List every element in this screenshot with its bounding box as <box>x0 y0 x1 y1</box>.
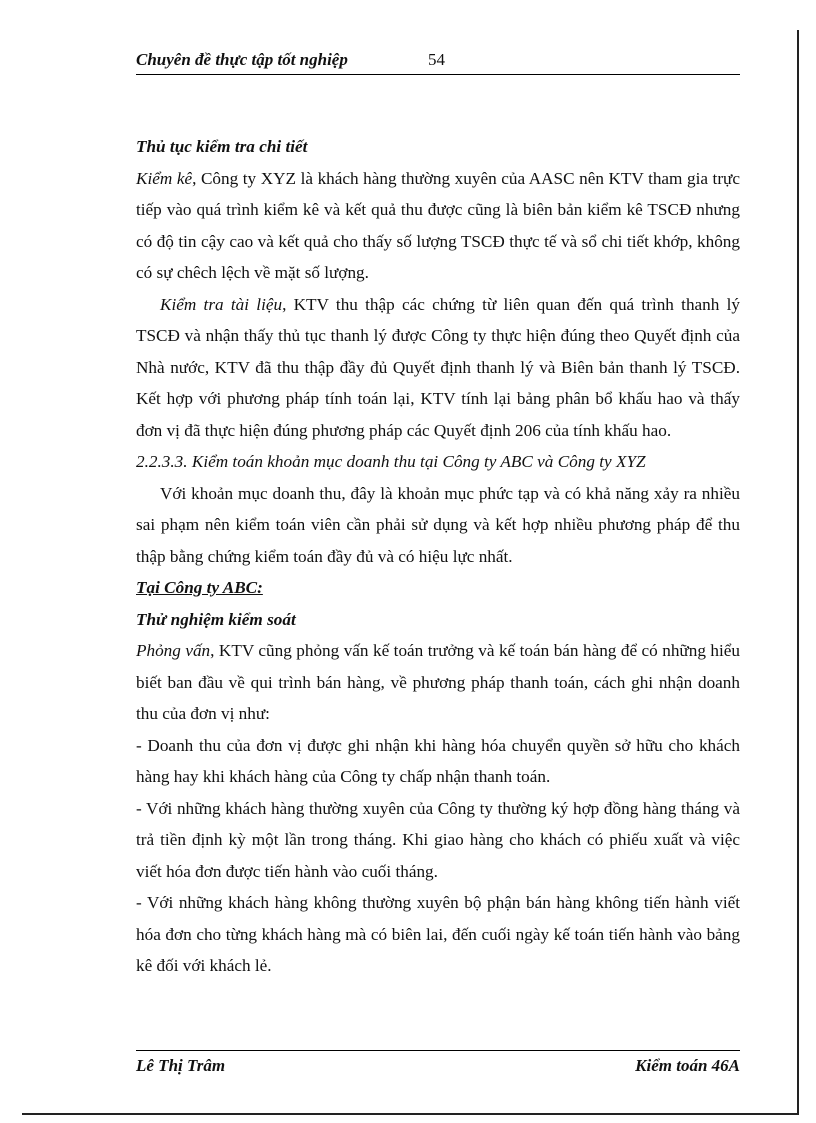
header-title: Chuyên đề thực tập tốt nghiệp <box>136 50 348 69</box>
document-check-lead: Kiểm tra tài liệu <box>160 294 283 314</box>
bullet-item: - Doanh thu của đơn vị được ghi nhận khi hàng hóa chuyển quyền sở hữu cho khách hàng hay khi khách hàng của Công ty chấp nhận thanh toán. <box>136 735 740 786</box>
page-footer <box>136 1050 740 1081</box>
bullet-item: - Với những khách hàng thường xuyên của Công ty thường ký hợp đồng hàng tháng và trả tiền định kỳ một lần trong tháng. Khi giao hàng cho khách có phiếu xuất và việc viết hóa đơn được tiến hành vào cuối tháng. <box>136 798 740 881</box>
bullet-item: - Với những khách hàng không thường xuyên bộ phận bán hàng không tiến hành viết hóa đơn cho từng khách hàng mà có biên lai, đến cuối ngày kế toán tiến hành vào bảng kê đối với khách lẻ. <box>136 893 740 975</box>
paragraph-document-check <box>136 289 740 447</box>
page-content <box>136 131 740 982</box>
page-header <box>136 48 740 75</box>
paragraph-inventory <box>136 163 740 289</box>
heading-company-abc: Tại Công ty ABC: <box>136 578 263 597</box>
inventory-lead: Kiểm kê <box>136 168 193 188</box>
inventory-text: , Công ty XYZ là khách hàng thường xuyên của AASC nên KTV tham gia trực tiếp vào quá trình kiểm kê và kết quả thu được cũng là biên bản kiểm kê TSCĐ nhưng có độ tin cậy cao và kết quả cho thấy số lượng TSCĐ thực tế và sổ chi tiết khớp, không có sự chêch lệch về mặt số lượng. <box>136 168 740 282</box>
paragraph-interview <box>136 635 740 730</box>
paragraph-revenue: Với khoản mục doanh thu, đây là khoản mục phức tạp và có khả năng xảy ra nhiều sai phạm nên kiểm toán viên cần phải sử dụng và kết hợp nhiều phương pháp để thu thập bằng chứng kiểm toán đầy đủ và có hiệu lực nhất. <box>136 483 740 566</box>
page-border-bottom <box>22 1113 799 1115</box>
interview-text: , KTV cũng phỏng vấn kế toán trưởng và kế toán bán hàng để có những hiểu biết ban đầu về qui trình bán hàng, về phương pháp thanh toán, cách ghi nhận doanh thu của đơn vị như: <box>136 641 740 723</box>
footer-class: Kiểm toán 46A <box>635 1056 740 1075</box>
page-border-right <box>797 30 799 1115</box>
heading-control-test: Thử nghiệm kiểm soát <box>136 609 296 629</box>
section-heading: 2.2.3.3. Kiểm toán khoản mục doanh thu tại Công ty ABC và Công ty XYZ <box>136 452 646 471</box>
footer-author: Lê Thị Trâm <box>136 1056 226 1075</box>
interview-lead: Phỏng vấn <box>136 641 211 660</box>
document-check-text: , KTV thu thập các chứng từ liên quan đến quá trình thanh lý TSCĐ và nhận thấy thủ tục thanh lý được Công ty thực hiện đúng theo Quyết định của Nhà nước, KTV đã thu thập đầy đủ Quyết định thanh lý và Biên bản thanh lý TSCĐ. Kết hợp với phương pháp tính toán lại, KTV tính lại bảng phân bổ khấu hao và thấy đơn vị đã thực hiện đúng phương pháp các Quyết định 206 của tính khấu hao. <box>136 294 740 440</box>
page-number: 54 <box>428 50 445 69</box>
heading-detail-procedures: Thủ tục kiểm tra chi tiết <box>136 137 308 156</box>
